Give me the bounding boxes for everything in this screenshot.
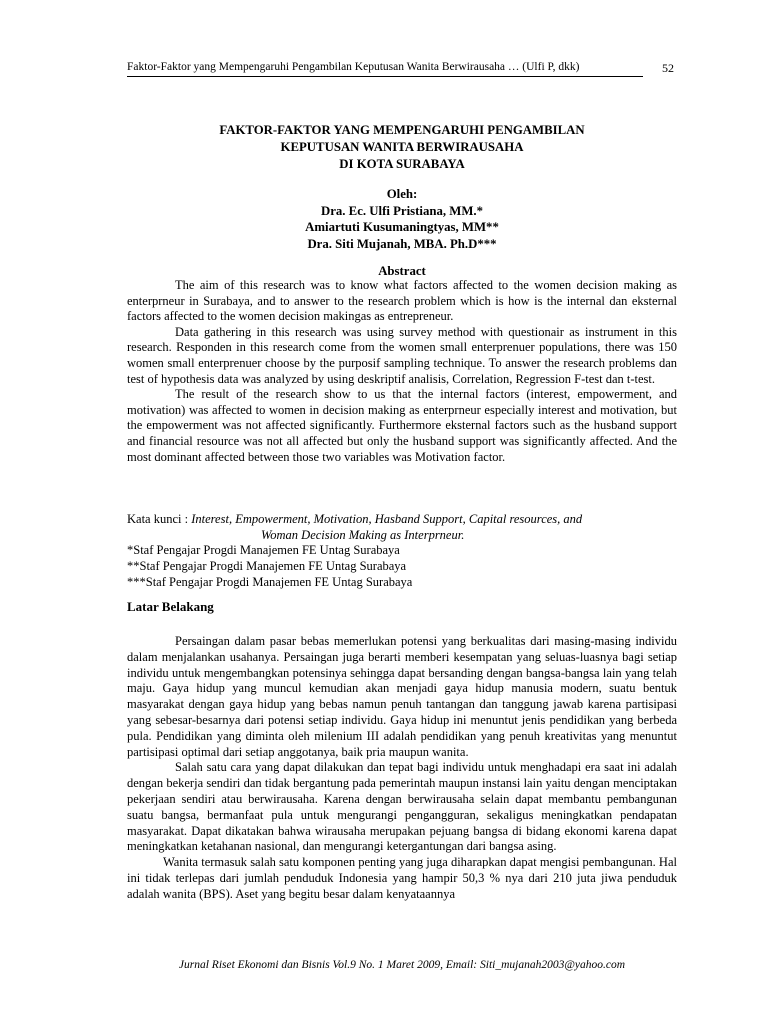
body-paragraph: Salah satu cara yang dapat dilakukan dan tepat bagi individu untuk menghadapi era saat ini adalah dengan bekerja sendiri dan tidak bergantung pada pemerintah maupun instansi lain yaitu dengan menciptakan pekerjaan sendiri atau berwirausaha. Karena dengan berwirausaha selain dapat membantu pembangunan suatu bangsa, bermanfaat pula untuk mengurangi pengangguran, sekaligus meningkatkan pendapatan masyarakat. Dapat dikatakan bahwa wirausaha merupakan pejuang bangsa di bidang ekonomi karena dapat meningkatkan ketahanan nasional, dan mengurangi ketergantungan dari bangsa asing. [127, 760, 677, 854]
author-block [127, 186, 677, 252]
affiliation-note: *Staf Pengajar Progdi Manajemen FE Untag Surabaya [127, 543, 400, 557]
author-name: Dra. Ec. Ulfi Pristiana, MM.* [320, 203, 484, 218]
abstract-heading: Abstract [378, 264, 426, 278]
running-head-title: Faktor-Faktor yang Mempengaruhi Pengambilan Keputusan Wanita Berwirausaha … (Ulfi P, dkk) [127, 61, 580, 73]
abstract-body [127, 278, 677, 465]
paper-title [127, 122, 677, 173]
body-paragraph: Persaingan dalam pasar bebas memerlukan potensi yang berkualitas dari masing-masing individu dalam menjalankan usahanya. Persaingan juga berarti memberi kesempatan yang seluas-luasnya bagi setiap individu untuk mengembangkan potensinya sehingga dapat bersanding dengan bangsa-bangsa lain yang telah maju. Gaya hidup yang muncul kemudian akan menjadi gaya hidup manusia modern, suatu bentuk masyarakat dengan gaya hidup yang bebas namun penuh tantangan dan tanggung jawab karena partisipasi yang sebesar-besarnya dari potensi setiap individu. Gaya hidup ini menuntut jenis pendidikan yang berbeda pula. Pendidikan yang diminta oleh milenium III adalah pendidikan yang penuh kreativitas yang menuntut partisipasi optimal dari setiap anggotanya, baik pria maupun wanita. [127, 634, 677, 759]
running-head-underline [127, 76, 643, 77]
title-line: DI KOTA SURABAYA [339, 157, 465, 171]
journal-footer: Jurnal Riset Ekonomi dan Bisnis Vol.9 No. 1 Maret 2009, Email: Siti_mujanah2003@yahoo.com [178, 959, 626, 971]
keywords-label: Kata kunci : [127, 512, 192, 526]
affiliation-note: **Staf Pengajar Progdi Manajemen FE Untag Surabaya [127, 559, 407, 573]
author-name: Dra. Siti Mujanah, MBA. Ph.D*** [307, 236, 497, 251]
abstract-paragraph: The aim of this research was to know what factors affected to the women decision making as enterprneur in Surabaya, and to answer to the research problem which is how is the internal dan eksternal factors affected to the women decision makingas as entrepreneur. [127, 278, 677, 324]
title-line: KEPUTUSAN WANITA BERWIRAUSAHA [280, 140, 524, 154]
keywords-list-continued: Woman Decision Making as Interprneur. [261, 527, 465, 542]
body-paragraph: Wanita termasuk salah satu komponen penting yang juga diharapkan dapat mengisi pembangunan. Hal ini tidak terlepas dari jumlah penduduk Indonesia yang hampir 50,3 % nya dari 210 juta jiwa penduduk adalah wanita (BPS). Aset yang begitu besar dalam kenyataannya [127, 855, 677, 901]
section-heading: Latar Belakang [127, 599, 214, 614]
abstract-paragraph: The result of the research show to us that the internal factors (interest, empowerment, and motivation) was affected to women in decision making as enterprneur especially interest and motivation, but the empowerment was not affected significantly. Furthermore eksternal factors such as the husband support and financial resource was not all affected but only the husband support was significantly affected. And the most dominant affected between those two variables was Motivation factor. [127, 387, 677, 464]
author-name: Amiartuti Kusumaningtyas, MM** [305, 220, 499, 234]
keywords-list: Interest, Empowerment, Motivation, Hasband Support, Capital resources, and [191, 512, 583, 526]
affiliation-notes [127, 542, 677, 590]
keywords-block [127, 512, 677, 543]
affiliation-note: ***Staf Pengajar Progdi Manajemen FE Untag Surabaya [127, 575, 413, 589]
running-head [127, 61, 677, 73]
section-body [127, 634, 677, 903]
abstract-paragraph: Data gathering in this research was using survey method with questionair as instrument in this research. Responden in this research come from the women small enterprenuer populations, there was 150 women small enterprenuer choose by the purposif sampling technique. To answer the research problems dan test of hypothesis data was analyzed by using deskriptif analisis, Correlation, Regression F-test dan t-test. [127, 324, 677, 386]
title-line: FAKTOR-FAKTOR YANG MEMPENGARUHI PENGAMBILAN [219, 123, 585, 137]
page-number: 52 [662, 61, 674, 75]
author-label: Oleh: [386, 187, 418, 201]
